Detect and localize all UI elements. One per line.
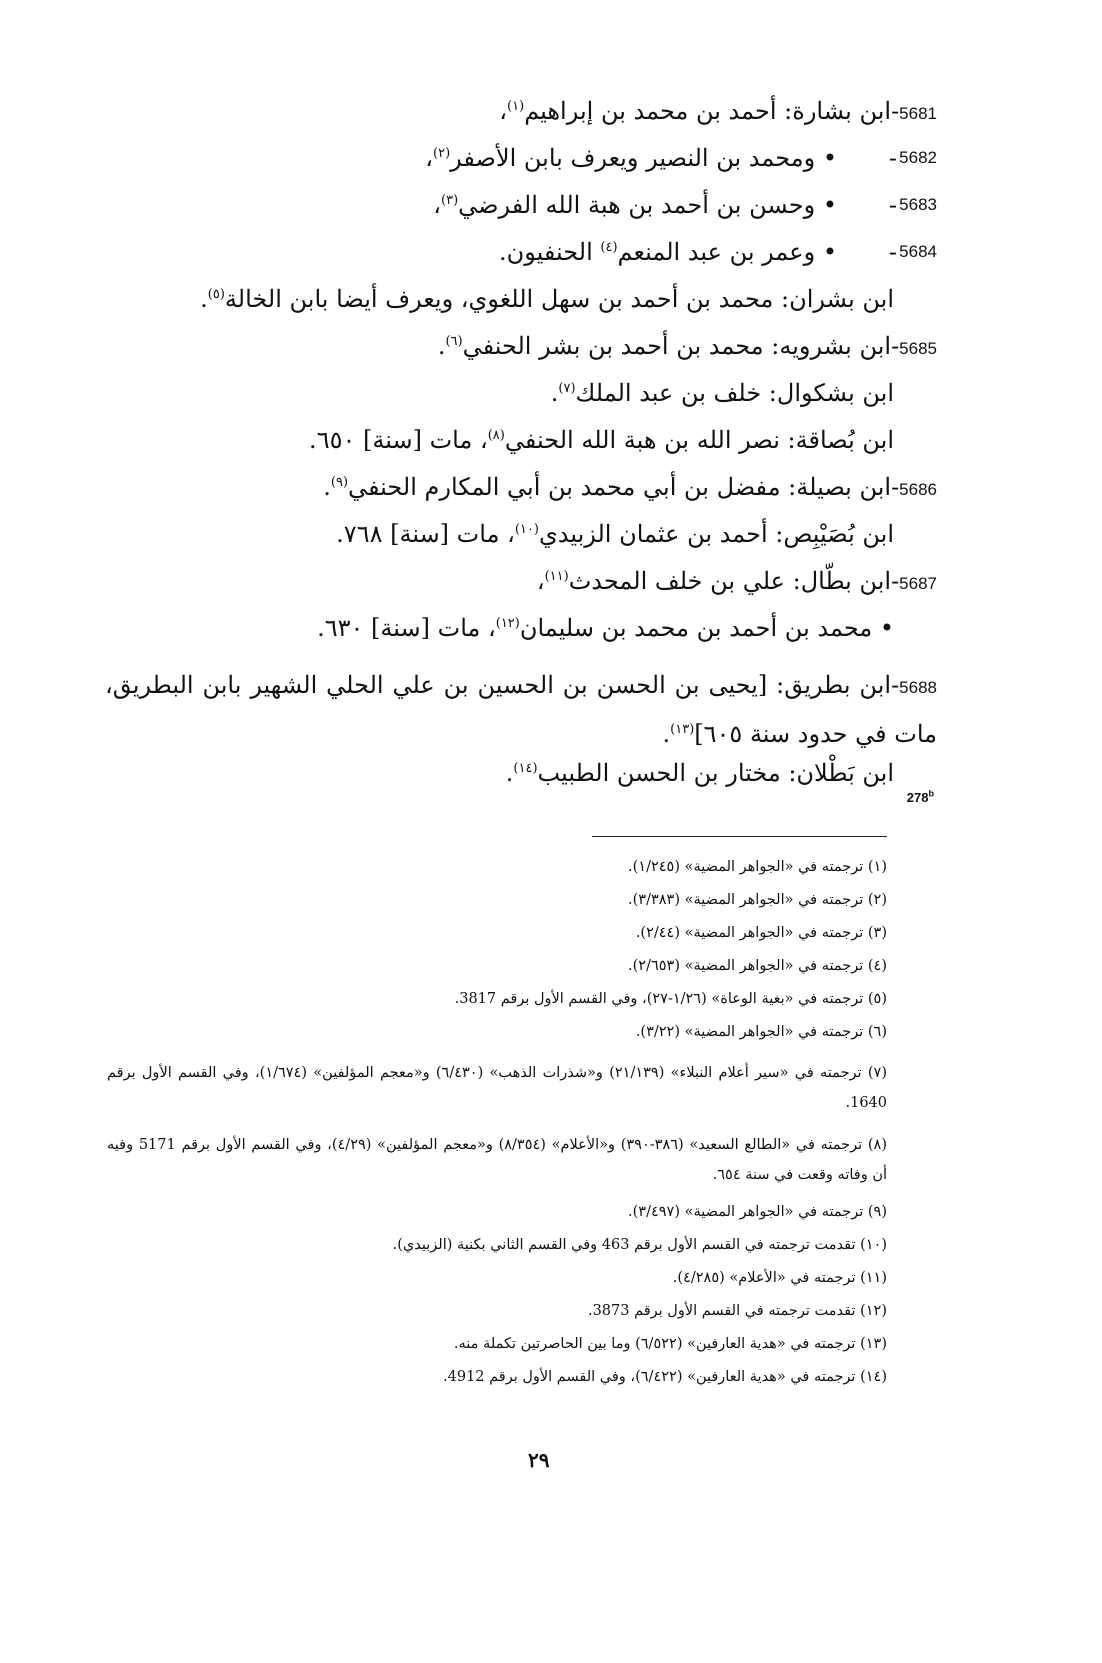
footnote-9: (٩) ترجمته في «الجواهر المضية» (٣/٤٩٧). bbox=[628, 1204, 887, 1220]
entry-ibn-bashkuwal: ابن بشكوال: خلف بن عبد الملك$^{(٧)}$. bbox=[550, 379, 894, 407]
entry-text: ابن بُصَيْبِص: أحمد بن عثمان الزبيدي bbox=[538, 520, 894, 548]
entry-ibn-bishran: ابن بشران: محمد بن أحمد بن سهل اللغوي، ويعرف أيضا بابن الخالة$^{(٥)}$. bbox=[200, 285, 894, 313]
entry-number: 5682 bbox=[899, 148, 937, 167]
footnote-ref[interactable]: (١١) bbox=[544, 569, 569, 584]
footnote-ref[interactable]: (١٤) bbox=[513, 761, 538, 776]
document-page: 5681-ابن بشارة: أحمد بن محمد بن إبراهيم$^{(١)}$، 5682 - • ومحمد بن النصير ويعرف بابن الأصفر$^{(٢)}$، 5683 - • وحسن بن أحمد بن هبة الله الفرضي$^{(٣)}$، 5684 - • وعمر بن عبد المنعم$^{(٤)}$ الحنفيون. ابن بشران: محمد بن أحمد بن سهل اللغوي، ويعرف أيضا بابن الخالة$^{(٥)}$. 5685-ابن بشرويه: محمد بن أحمد بن بشر الحنفي$^{(٦)}$. ابن بشكوال: خلف بن عبد الملك$^{(٧)}$. ابن بُصاقة: نصر الله بن هبة الله الحنفي$^{(٨)}$، مات [سنة] ٦٥٠. 5686-ابن بصيلة: مفضل بن أبي محمد بن أبي المكارم الحنفي$^{(٩)}$. ابن بُصَيْبِص: أحمد بن عثمان الزبيدي$^{(١٠)}$، مات [سنة] ٧٦٨. 5687-ابن بطّال: علي بن خلف المحدث$^{(١١)}$، • محمد بن أحمد بن محمد بن سليمان$^{(١٢)}$، مات [سنة] ٦٣٠. 5688-ابن بطريق: [يحيى بن الحسن بن الحسين بن علي الحلي الشهير بابن البطريق، مات في حدود سنة ٦٠٥]$^{(١٣)}$. ابن بَطْلان: مختار بن الحسن الطبيب$^{(١٤)}$. 278$^b$ (١) ترجمته في «الجواهر المضية» (١/٢٤٥). (٢) ترجمته في «الجواهر المضية» (٣/٣٨٣). (٣) ترجمته في «الجواهر المضية» (٢/٤٤). (٤) ترجمته في «الجواهر المضية» (٢/٦٥٣). (٥) ترجمته في «بغية الوعاة» (١/٢٦-٢٧)، وفي القسم الأول برقم 3817. (٦) ترجمته في «الجواهر المضية» (٣/٢٢). (٧) ترجمته في «سير أعلام النبلاء» (٢١/١٣٩) و«شذرات الذهب» (٦/٤٣٠) و«معجم المؤلفين» (١/٦٧٤)، وفي القسم الأول برقم 1640. (٨) ترجمته في «الطالع السعيد» (٣٨٦-٣٩٠) و«الأعلام» (٨/٣٥٤) و«معجم المؤلفين» (٤/٢٩)، وفي القسم الأول برقم 5171 وفيه أن وفاته وقعت في سنة ٦٥٤. (٩) ترجمته في «الجواهر المضية» (٣/٤٩٧). (١٠) تقدمت ترجمته في القسم الأول برقم 463 وفي القسم الثاني بكنية (الزبيدي). (١١) ترجمته في «الأعلام» (٤/٢٨٥). (١٢) تقدمت ترجمته في القسم الأول برقم 3873. (١٣) ترجمته في «هدية العارفين» (٦/٥٢٢) وما بين الحاصرتين تكملة منه. (١٤) ترجمته في «هدية العارفين» (٦/٤٢٢)، وفي القسم الأول برقم 4912. ٢٩ bbox=[105, 97, 937, 1472]
page-number: ٢٩ bbox=[528, 1448, 550, 1472]
entry-number: 5688 bbox=[899, 678, 937, 697]
footnote-8: (٨) ترجمته في «الطالع السعيد» (٣٨٦-٣٩٠) و«الأعلام» (٨/٣٥٤) و«معجم المؤلفين» (٤/٢٩)، وفي القسم الأول برقم 5171 وفيه أن وفاته وقعت في سنة ٦٥٤. bbox=[107, 1137, 887, 1183]
entry-number: 5684 bbox=[899, 242, 937, 261]
footnote-ref[interactable]: (١٠) bbox=[514, 522, 539, 537]
entry-5681: 5681-ابن بشارة: أحمد بن محمد بن إبراهيم$^{(١)}$، bbox=[499, 97, 937, 125]
footnote-ref[interactable]: (١٣) bbox=[670, 722, 695, 737]
entry-text: ابن بَطْلان: مختار بن الحسن الطبيب bbox=[537, 759, 894, 787]
entry-5686: 5686-ابن بصيلة: مفضل بن أبي محمد بن أبي المكارم الحنفي$^{(٩)}$. bbox=[323, 473, 937, 501]
entry-text: ابن بصيلة: مفضل بن أبي محمد بن أبي المكارم الحنفي bbox=[348, 473, 892, 501]
entry-ibn-butlan: ابن بَطْلان: مختار بن الحسن الطبيب$^{(١٤)}$. bbox=[505, 759, 894, 787]
footnote-6: (٦) ترجمته في «الجواهر المضية» (٣/٢٢). bbox=[635, 1024, 887, 1040]
footnote-ref[interactable]: (٨) bbox=[487, 428, 505, 443]
footnote-12: (١٢) تقدمت ترجمته في القسم الأول برقم 3873. bbox=[587, 1303, 887, 1319]
entry-text: ابن بشارة: أحمد بن محمد بن إبراهيم bbox=[524, 97, 892, 125]
footnote-ref[interactable]: (١) bbox=[507, 99, 525, 114]
footnote-separator bbox=[592, 836, 887, 837]
entry-text: ابن بُصاقة: نصر الله بن هبة الله الحنفي bbox=[504, 426, 894, 454]
entry-number: 5686 bbox=[899, 480, 937, 499]
entry-text: • محمد بن أحمد بن محمد بن سليمان bbox=[519, 614, 894, 642]
entry-text: ابن بطريق: [يحيى بن الحسن بن الحسين بن علي الحلي الشهير بابن البطريق، مات في حدود سنة ٦٠٥] bbox=[105, 671, 937, 748]
footnote-ref[interactable]: (٣) bbox=[441, 193, 459, 208]
entry-5687: 5687-ابن بطّال: علي بن خلف المحدث$^{(١١)}$، bbox=[536, 567, 937, 595]
entry-text: • وحسن بن أحمد بن هبة الله الفرضي bbox=[458, 191, 837, 219]
entry-text: ابن بشرويه: محمد بن أحمد بن بشر الحنفي bbox=[462, 332, 892, 360]
entry-number: 5685 bbox=[899, 339, 937, 358]
entry-muhammad-ibn-ahmad: • محمد بن أحمد بن محمد بن سليمان$^{(١٢)}$، مات [سنة] ٦٣٠. bbox=[317, 614, 894, 642]
footnote-ref[interactable]: (٩) bbox=[330, 475, 349, 490]
entry-5688: 5688-ابن بطريق: [يحيى بن الحسن بن الحسين بن علي الحلي الشهير بابن البطريق، مات في حدود سنة ٦٠٥]$^{(١٣)}$. bbox=[105, 671, 937, 748]
entry-text: ابن بشكوال: خلف بن عبد الملك bbox=[575, 379, 894, 407]
entry-number: 5681 bbox=[899, 104, 937, 123]
footnote-2: (٢) ترجمته في «الجواهر المضية» (٣/٣٨٣). bbox=[628, 892, 887, 908]
entry-number: 5683 bbox=[899, 195, 937, 214]
footnote-4: (٤) ترجمته في «الجواهر المضية» (٢/٦٥٣). bbox=[628, 958, 887, 974]
entry-text: • وعمر بن عبد المنعم bbox=[617, 238, 837, 266]
footnote-ref[interactable]: (٧) bbox=[558, 381, 576, 396]
footnote-10: (١٠) تقدمت ترجمته في القسم الأول برقم 463 وفي القسم الثاني بكنية (الزبيدي). bbox=[392, 1237, 887, 1253]
entry-5685: 5685-ابن بشرويه: محمد بن أحمد بن بشر الحنفي$^{(٦)}$. bbox=[437, 332, 937, 360]
footnote-14: (١٤) ترجمته في «هدية العارفين» (٦/٤٢٢)، وفي القسم الأول برقم 4912. bbox=[443, 1369, 887, 1385]
footnote-ref[interactable]: (٥) bbox=[207, 287, 225, 302]
footnote-ref[interactable]: (١٢) bbox=[495, 616, 520, 631]
footnote-7: (٧) ترجمته في «سير أعلام النبلاء» (٢١/١٣٩) و«شذرات الذهب» (٦/٤٣٠) و«معجم المؤلفين» (١/٦٧٤)، وفي القسم الأول برقم 1640. bbox=[107, 1065, 887, 1111]
entry-ibn-busaqa: ابن بُصاقة: نصر الله بن هبة الله الحنفي$^{(٨)}$، مات [سنة] ٦٥٠. bbox=[309, 426, 894, 454]
entry-ibn-busaybis: ابن بُصَيْبِص: أحمد بن عثمان الزبيدي$^{(١٠)}$، مات [سنة] ٧٦٨. bbox=[336, 520, 894, 548]
manuscript-folio-marker: 278$^b$ bbox=[906, 788, 934, 805]
footnote-13: (١٣) ترجمته في «هدية العارفين» (٦/٥٢٢) وما بين الحاصرتين تكملة منه. bbox=[453, 1336, 887, 1352]
entry-text: ابن بطّال: علي بن خلف المحدث bbox=[568, 567, 892, 595]
footnote-ref[interactable]: (٦) bbox=[445, 334, 463, 349]
entry-text: • ومحمد بن النصير ويعرف بابن الأصفر bbox=[450, 144, 837, 172]
footnote-5: (٥) ترجمته في «بغية الوعاة» (١/٢٦-٢٧)، وفي القسم الأول برقم 3817. bbox=[454, 991, 887, 1007]
entry-text: ابن بشران: محمد بن أحمد بن سهل اللغوي، ويعرف أيضا بابن الخالة bbox=[224, 285, 894, 313]
footnote-3: (٣) ترجمته في «الجواهر المضية» (٢/٤٤). bbox=[635, 925, 887, 941]
footnote-ref[interactable]: (٤) bbox=[600, 240, 618, 255]
entry-number: 5687 bbox=[899, 574, 937, 593]
footnote-11: (١١) ترجمته في «الأعلام» (٤/٢٨٥). bbox=[672, 1270, 887, 1286]
footnote-ref[interactable]: (٢) bbox=[433, 146, 451, 161]
footnote-1: (١) ترجمته في «الجواهر المضية» (١/٢٤٥). bbox=[628, 859, 887, 875]
